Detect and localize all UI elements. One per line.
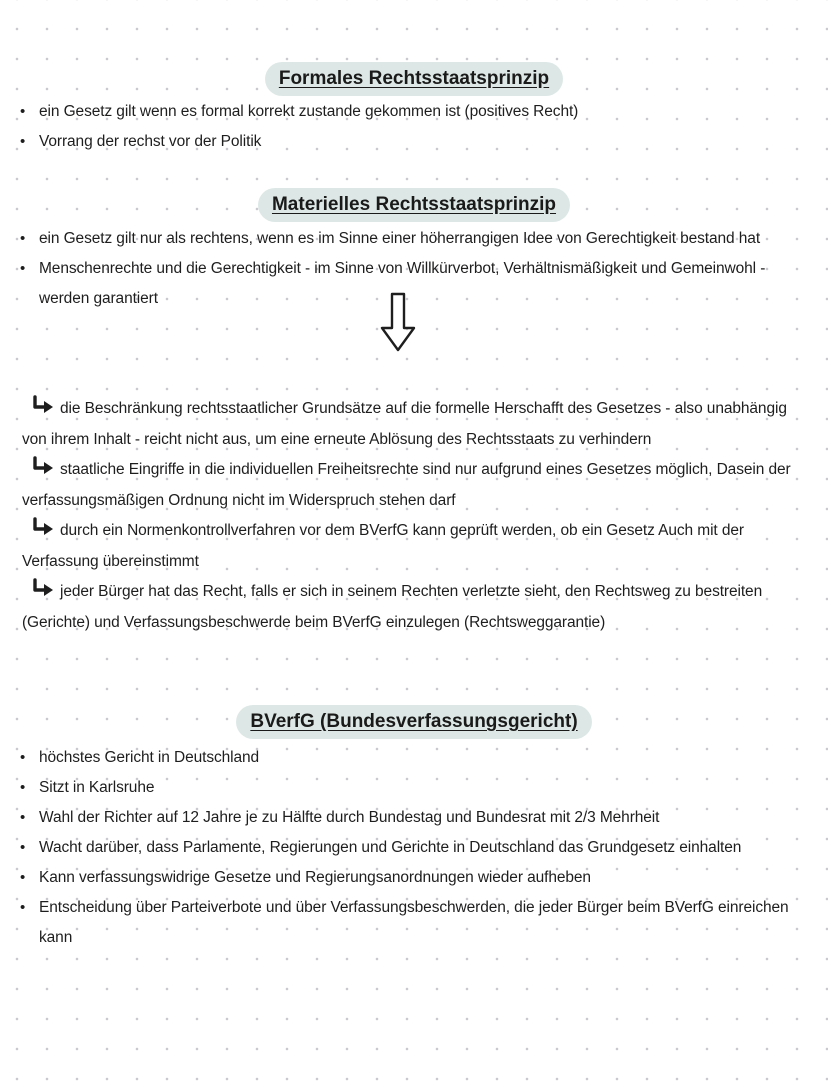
section-heading-bverfg: [0, 705, 828, 745]
consequence-text: jeder Bürger hat das Recht, falls er sich in seinem Rechten verletzte sieht, den Rechtsweg zu bestreiten (Gerichte) und Verfassungsbeschwerde beim BVerfG einzulegen (Rechtsweggarantie): [22, 583, 763, 631]
material-bullet: • Menschenrechte und die Gerechtigkeit - im Sinne von Willkürverbot, Verhältnismäßigkeit und Gemeinwohl - werden garantiert: [20, 254, 808, 314]
hook-arrow-icon: [32, 395, 56, 415]
consequence-text: staatliche Eingriffe in die individuellen Freiheitsrechte sind nur aufgrund eines Gesetzes möglich, Dasein der verfassungsmäßigen Ordnung nicht im Widerspruch stehen darf: [22, 461, 791, 509]
bverfg-bullet: • Sitzt in Karlsruhe: [20, 773, 808, 803]
formal-bullet: • ein Gesetz gilt wenn es formal korrekt zustande gekommen ist (positives Recht): [20, 97, 808, 127]
heading-bverfg-title: BVerfG (Bundesverfassungsgericht): [236, 705, 591, 739]
consequence-text: durch ein Normenkontrollverfahren vor dem BVerfG kann geprüft werden, ob ein Gesetz Auch mit der Verfassung übereinstimmt: [22, 522, 744, 570]
consequence-item: [22, 394, 804, 455]
bverfg-bullet-list: [20, 743, 808, 953]
section-heading-material: [0, 188, 828, 228]
section-heading-formal: [0, 62, 828, 102]
consequence-text: die Beschränkung rechtsstaatlicher Grundsätze auf die formelle Herschafft des Gesetzes - also unabhängig von ihrem Inhalt - reicht nicht aus, um eine erneute Ablösung des Rechtsstaats zu verhindern: [22, 400, 787, 448]
consequence-item: [22, 577, 804, 638]
heading-formal-title: Formales Rechtsstaatsprinzip: [265, 62, 563, 96]
bverfg-bullet: • Wacht darüber, dass Parlamente, Regierungen und Gerichte in Deutschland das Grundgesetz einhalten: [20, 833, 808, 863]
bverfg-bullet: • Wahl der Richter auf 12 Jahre je zu Hälfte durch Bundestag und Bundesrat mit 2/3 Mehrheit: [20, 803, 808, 833]
hook-arrow-icon: [32, 578, 56, 598]
formal-bullet: • Vorrang der rechst vor der Politik: [20, 127, 808, 157]
heading-material-title: Materielles Rechtsstaatsprinzip: [258, 188, 570, 222]
material-bullet: • ein Gesetz gilt nur als rechtens, wenn es im Sinne einer höherrangigen Idee von Gerechtigkeit bestand hat: [20, 224, 808, 254]
down-arrow-icon: [379, 292, 417, 354]
consequence-list: [22, 394, 804, 638]
consequence-item: [22, 455, 804, 516]
bverfg-bullet: • Kann verfassungswidrige Gesetze und Regierungsanordnungen wieder aufheben: [20, 863, 808, 893]
hook-arrow-icon: [32, 456, 56, 476]
bverfg-bullet: • höchstes Gericht in Deutschland: [20, 743, 808, 773]
bverfg-bullet: • Entscheidung über Parteiverbote und über Verfassungsbeschwerden, die jeder Bürger beim BVerfG einreichen kann: [20, 893, 808, 953]
formal-bullet-list: [20, 97, 808, 157]
consequence-item: [22, 516, 804, 577]
hook-arrow-icon: [32, 517, 56, 537]
